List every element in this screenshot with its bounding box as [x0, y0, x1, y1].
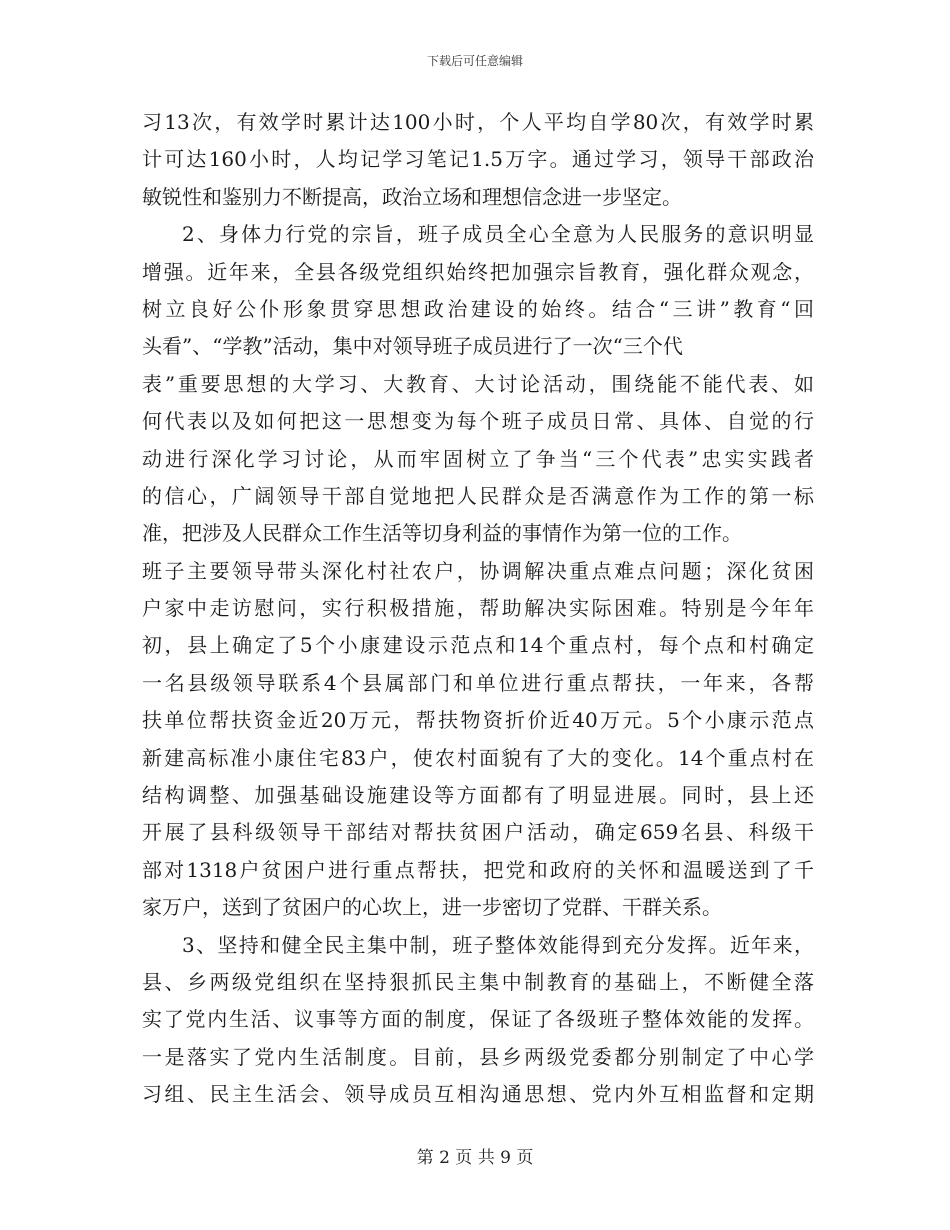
text-line: 新建高标准小康住宅83户，使农村面貌有了大的变化。14个重点村在 — [142, 745, 814, 770]
text-line: 3、坚持和健全民主集中制，班子整体效能得到充分发挥。近年来， — [182, 932, 814, 957]
text-line: 的信心，广阔领导干部自觉地把人民群众是否满意作为工作的第一标 — [142, 483, 814, 508]
body-text — [142, 104, 814, 1114]
text-line: 部对1318户贫困户进行重点帮扶，把党和政府的关怀和温暖送到了千 — [142, 857, 814, 882]
text-line: 开展了县科级领导干部结对帮扶贫困户活动，确定659名县、科级干 — [142, 820, 814, 845]
text-line: 一是落实了党内生活制度。目前，县乡两级党委都分别制定了中心学 — [142, 1044, 814, 1069]
text-line: 树立良好公仆形象贯穿思想政治建设的始终。结合“三讲”教育“回 — [142, 296, 814, 321]
text-line: 2、身体力行党的宗旨，班子成员全心全意为人民服务的意识明显 — [182, 222, 814, 247]
text-line: 户家中走访慰问，实行积极措施，帮助解决实际困难。特别是今年年 — [142, 596, 814, 621]
text-line: 头看”、“学教”活动，集中对领导班子成员进行了一次“三个代 — [142, 334, 683, 359]
text-line: 动进行深化学习讨论，从而牢固树立了争当“三个代表”忠实实践者 — [142, 446, 814, 471]
text-line: 习13次，有效学时累计达100小时，个人平均自学80次，有效学时累 — [142, 110, 814, 134]
text-line: 扶单位帮扶资金近20万元，帮扶物资折价近40万元。5个小康示范点 — [142, 708, 814, 733]
text-line: 县、乡两级党组织在坚持狠抓民主集中制教育的基础上，不断健全落 — [142, 969, 814, 994]
text-line: 结构调整、加强基础设施建设等方面都有了明显进展。同时，县上还 — [142, 783, 814, 808]
text-line: 习组、民主生活会、领导成员互相沟通思想、党内外互相监督和定期 — [142, 1082, 814, 1107]
text-line: 敏锐性和鉴别力不断提高，政治立场和理想信念进一步坚定。 — [142, 184, 682, 209]
text-line: 一名县级领导联系4个县属部门和单位进行重点帮扶，一年来，各帮 — [142, 670, 814, 695]
text-line: 准，把涉及人民群众工作生活等切身利益的事情作为第一位的工作。 — [142, 521, 742, 546]
page-header: 下载后可任意编辑 — [426, 54, 523, 68]
text-line: 家万户，送到了贫困户的心坎上，进一步密切了党群、干群关系。 — [142, 895, 722, 920]
page-footer: 第 2 页 共 9 页 — [416, 1148, 534, 1168]
text-line: 初，县上确定了5个小康建设示范点和14个重点村，每个点和村确定 — [142, 633, 814, 658]
text-line: 实了党内生活、议事等方面的制度，保证了各级班子整体效能的发挥。 — [142, 1007, 814, 1032]
text-line: 何代表以及如何把这一思想变为每个班子成员日常、具体、自觉的行 — [142, 409, 814, 434]
text-line: 计可达160小时，人均记学习笔记1.5万字。通过学习，领导干部政治 — [142, 147, 814, 172]
text-line: 班子主要领导带头深化村社农户，协调解决重点难点问题；深化贫困 — [142, 558, 814, 583]
text-line: 增强。近年来，全县各级党组织始终把加强宗旨教育，强化群众观念， — [142, 259, 814, 284]
text-line: 表”重要思想的大学习、大教育、大讨论活动，围绕能不能代表、如 — [142, 371, 814, 396]
